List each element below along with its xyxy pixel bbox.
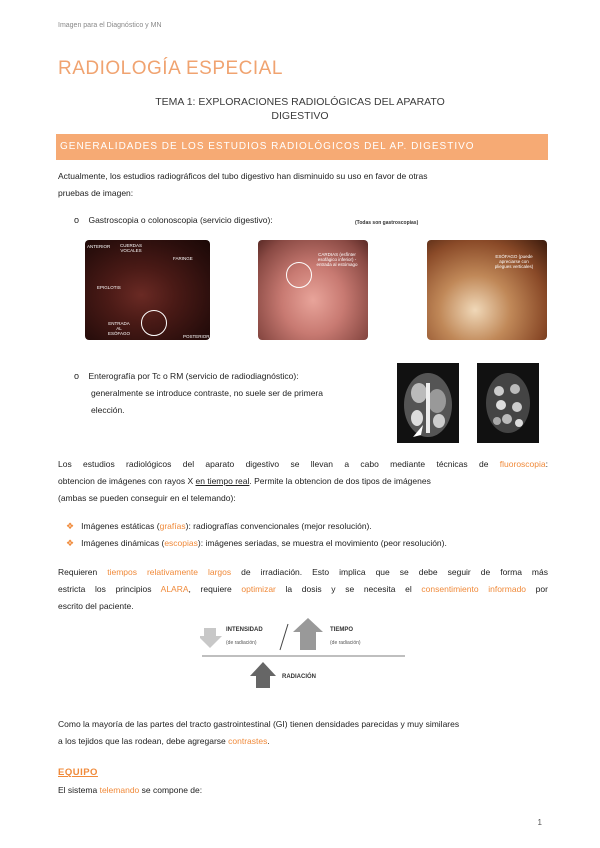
radiation-diagram xyxy=(200,618,410,690)
up-arrow-icon xyxy=(293,618,323,650)
escopias-term: escopias xyxy=(164,538,198,548)
estaticas-a: Imágenes estáticas ( xyxy=(81,521,160,531)
bullet-gastroscopia xyxy=(74,212,273,229)
grafias-term: grafías xyxy=(159,521,186,531)
fluoro-term: fluoroscopia xyxy=(499,459,546,469)
fluoro-text-a: Los estudios radiológicos del aparato digestivo se llevan a cabo mediante técnicas de xyxy=(58,459,500,469)
diamond-bullet-icon: ❖ xyxy=(66,521,75,531)
endoscopy-image-esofago xyxy=(427,240,547,340)
fluoro-line2-a: obtencion de imágenes con rayos X xyxy=(58,476,196,486)
label-anterior: ANTERIOR xyxy=(87,244,111,249)
intro-line-2: pruebas de imagen: xyxy=(58,188,134,198)
label-cardias: CARDIAS (esfínter esofágico inferior) - entrada al estómago xyxy=(316,252,358,267)
bullet-gastroscopia-text: Gastroscopia o colonoscopia (servicio digestivo): xyxy=(88,215,273,225)
req-g: escrito del paciente. xyxy=(58,601,134,611)
contrastes-line2-a: a los tejidos que las rodean, debe agregarse xyxy=(58,736,229,746)
req-f: por xyxy=(526,584,548,594)
bullet-enterografia xyxy=(74,368,386,419)
label-epiglotis: EPIGLOTIS xyxy=(97,285,121,290)
bullet-enterografia-line-3: elección. xyxy=(91,405,125,415)
optimizar-term: optimizar xyxy=(241,584,276,594)
tema-line-1: TEMA 1: EXPLORACIONES RADIOLÓGICAS DEL APARATO xyxy=(155,96,445,108)
down-arrow-icon xyxy=(200,628,222,648)
label-tiempo-sub: (de radiación) xyxy=(330,640,361,646)
up-arrow-icon xyxy=(250,662,276,688)
diamond-bullet-icon: ❖ xyxy=(66,538,75,548)
section-bar xyxy=(56,134,548,160)
contrastes-line2-b: . xyxy=(267,736,270,746)
tiempo-real-term: en tiempo real xyxy=(195,476,250,486)
alara-term: ALARA xyxy=(160,584,189,594)
endoscopy-image-cardias xyxy=(258,240,368,340)
header-note: Imagen para el Diagnóstico y MN xyxy=(58,22,162,29)
req-b: de irradiación. Esto implica que se debe seguir de forma más xyxy=(231,567,548,577)
consentimiento-term: consentimiento informado xyxy=(421,584,527,594)
section-bar-text: GENERALIDADES DE LOS ESTUDIOS RADIOLÓGICOS DEL AP. DIGESTIVO xyxy=(60,141,475,152)
tema-title xyxy=(0,95,600,123)
req-a: Requieren xyxy=(58,567,108,577)
bullet-enterografia-line-1: Enterografía por Tc o RM (servicio de radiodiagnóstico): xyxy=(88,371,299,381)
bullet-circle-icon: o xyxy=(74,371,80,381)
fluoro-line2-b: . Permite la obtencion de dos tipos de imágenes xyxy=(249,476,431,486)
label-tiempo: TIEMPO xyxy=(330,627,354,633)
highlight-circle xyxy=(141,310,167,336)
tema-line-2: DIGESTIVO xyxy=(271,110,329,122)
estaticas-b: ): radiografías convencionales (mejor resolución). xyxy=(185,521,372,531)
intro-line-1: Actualmente, los estudios radiográficos del tubo digestivo han disminuido su uso en favor de otras xyxy=(58,171,428,181)
label-faringe: FARINGE xyxy=(173,256,193,261)
telemando-a: El sistema xyxy=(58,785,100,795)
paragraph-contrastes xyxy=(58,716,548,750)
paragraph-telemando xyxy=(58,782,202,799)
tiempos-term: tiempos relativamente largos xyxy=(107,567,232,577)
dinamicas-a: Imágenes dinámicas ( xyxy=(81,538,165,548)
diamond-bullets xyxy=(66,518,447,552)
equipo-heading: EQUIPO xyxy=(58,767,98,778)
ct-image-1 xyxy=(397,363,459,443)
main-title: RADIOLOGÍA ESPECIAL xyxy=(58,58,283,79)
bullet-enterografia-line-2: generalmente se introduce contraste, no suele ser de primera xyxy=(91,388,323,398)
fluoro-text-b: : xyxy=(545,459,548,469)
contrastes-term: contrastes xyxy=(228,736,268,746)
telemando-b: se compone de: xyxy=(139,785,203,795)
page-number: 1 xyxy=(537,818,542,827)
ct-image-2 xyxy=(477,363,539,443)
label-posterior: POSTERIOR xyxy=(183,334,210,339)
req-c: estricta los principios xyxy=(58,584,161,594)
label-esofago: ESÓFAGO (puede apreciarse con pliegues verticales) xyxy=(494,254,534,269)
gastroscopia-note: (Todas son gastroscopias) xyxy=(355,220,419,226)
req-e: la dosis y se necesita el xyxy=(275,584,422,594)
req-d: , requiere xyxy=(188,584,242,594)
label-cuerdas-vocales: CUERDAS VOCALES xyxy=(119,243,142,253)
fluoro-line-3: (ambas se pueden conseguir en el telemando): xyxy=(58,493,236,503)
label-radiacion: RADIACIÓN xyxy=(282,674,316,680)
label-entrada-esofago: ENTRADA AL ESÓFAGO xyxy=(107,321,130,336)
dinamicas-b: ): imágenes seriadas, se muestra el movimiento (peor resolución). xyxy=(197,538,447,548)
label-intensidad: INTENSIDAD xyxy=(226,627,263,633)
endoscopy-image-larynx xyxy=(85,240,210,340)
intro-paragraph xyxy=(58,168,548,202)
highlight-circle xyxy=(286,262,312,288)
bullet-circle-icon: o xyxy=(74,215,80,225)
contrastes-line-1: Como la mayoría de las partes del tracto gastrointestinal (GI) tienen densidades parecidas y muy similares xyxy=(58,719,460,729)
label-intensidad-sub: (de radiación) xyxy=(226,640,257,646)
paragraph-requieren xyxy=(58,564,548,615)
paragraph-fluoroscopia xyxy=(58,456,548,507)
telemando-term: telemando xyxy=(99,785,140,795)
